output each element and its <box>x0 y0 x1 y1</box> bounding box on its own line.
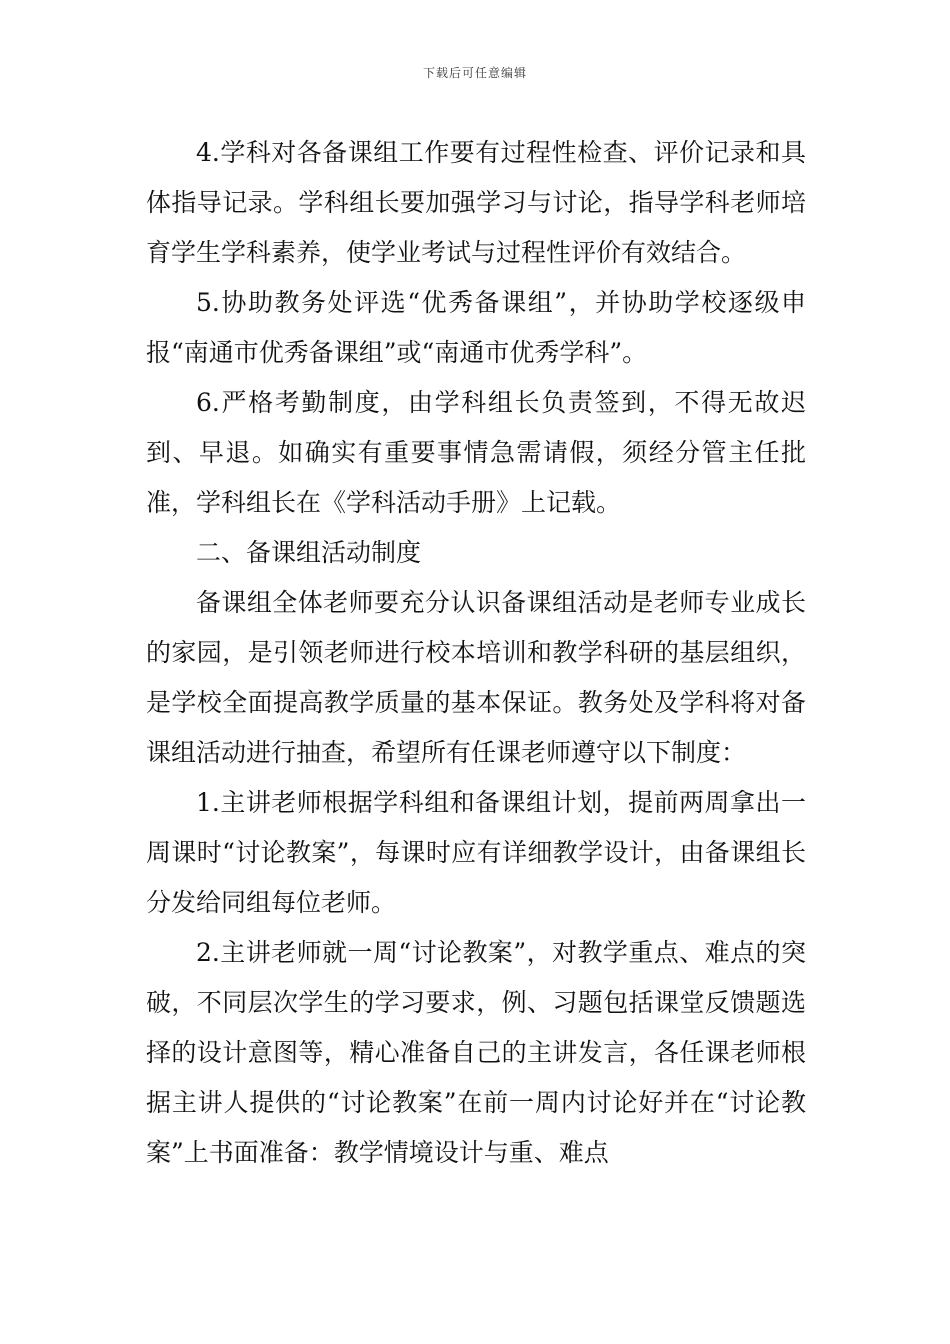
paragraph-item-6: 6.严格考勤制度，由学科组长负责签到，不得无故迟到、早退。如确实有重要事情急需请假，须经分管主任批准，学科组长在《学科活动手册》上记载。 <box>146 388 806 517</box>
page-header: 下载后可任意编辑 <box>422 66 527 80</box>
paragraph-item-5: 5.协助教务处评选“优秀备课组”，并协助学校逐级申报“南通市优秀备课组”或“南通市优秀学科”。 <box>146 288 806 367</box>
document-body <box>146 128 806 1178</box>
section-heading: 二、备课组活动制度 <box>196 538 422 567</box>
paragraph-rule-1: 1.主讲老师根据学科组和备课组计划，提前两周拿出一周课时“讨论教案”，每课时应有详细教学设计，由备课组长分发给同组每位老师。 <box>146 788 806 917</box>
paragraph-item-4: 4.学科对各备课组工作要有过程性检查、评价记录和具体指导记录。学科组长要加强学习与讨论，指导学科老师培育学生学科素养，使学业考试与过程性评价有效结合。 <box>146 138 806 267</box>
paragraph-intro: 备课组全体老师要充分认识备课组活动是老师专业成长的家园，是引领老师进行校本培训和教学科研的基层组织，是学校全面提高教学质量的基本保证。教务处及学科将对备课组活动进行抽查，希望所有任课老师遵守以下制度： <box>146 588 806 767</box>
paragraph-rule-2: 2.主讲老师就一周“讨论教案”，对教学重点、难点的突破，不同层次学生的学习要求，例、习题包括课堂反馈题选择的设计意图等，精心准备自己的主讲发言，各任课老师根据主讲人提供的“讨论教案”在前一周内讨论好并在“讨论教案”上书面准备：教学情境设计与重、难点 <box>146 938 806 1167</box>
